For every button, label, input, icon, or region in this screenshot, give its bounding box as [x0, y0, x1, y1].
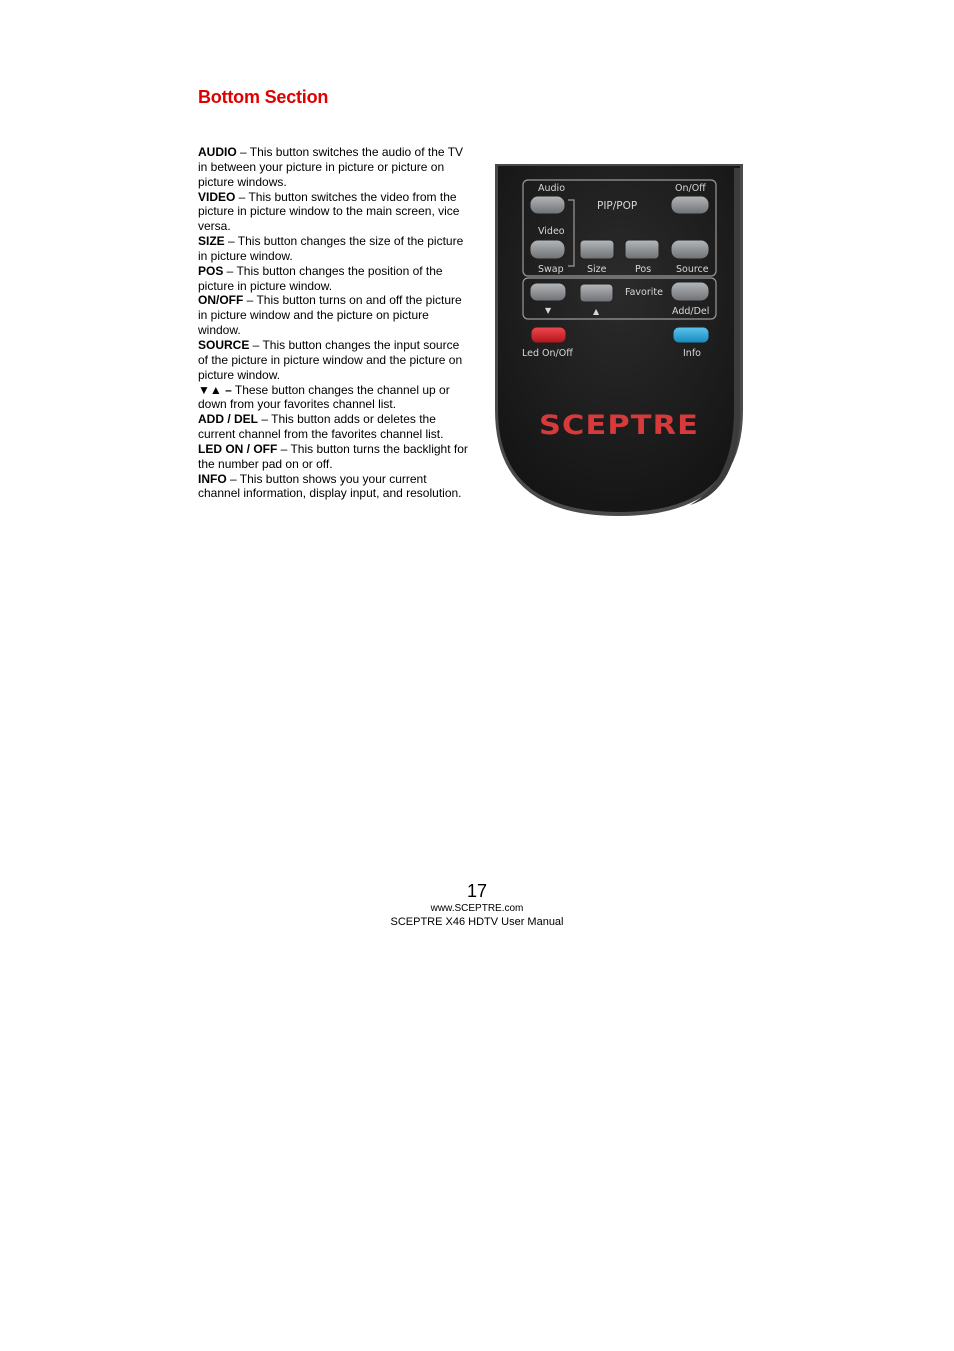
label-size: Size: [587, 264, 607, 275]
section-heading: Bottom Section: [198, 87, 329, 107]
button-descriptions: [198, 145, 468, 501]
desc-source: SOURCE – This button changes the input source of the picture in picture window and the picture on picture window.: [198, 337, 463, 382]
desc-on-off: ON/OFF – This button turns on and off the picture in picture window and the picture on picture window.: [198, 293, 462, 338]
label-audio: Audio: [538, 183, 566, 194]
label-up: ▲: [593, 307, 600, 316]
label-video: Video: [538, 226, 565, 237]
label-add-del: Add/Del: [672, 306, 710, 317]
audio-button: [530, 196, 565, 214]
size-button: [580, 240, 614, 259]
label-down: ▼: [545, 306, 552, 315]
desc-channel-arrows: ▼▲ – These button changes the channel up or down from your favorites channel list.: [198, 382, 450, 412]
add-del-button: [671, 282, 709, 301]
label-pos: Pos: [635, 264, 652, 275]
label-on-off: On/Off: [675, 183, 706, 194]
desc-video: VIDEO – This button switches the video from the picture in picture window to the main screen, vice versa.: [198, 189, 460, 234]
desc-led-on-off: LED ON / OFF – This button turns the backlight for the number pad on or off.: [198, 441, 468, 471]
page-number: 17: [466, 881, 488, 901]
channel-down-button: [530, 283, 566, 301]
label-led-on-off: Led On/Off: [522, 348, 573, 359]
desc-add-del: ADD / DEL – This button adds or deletes the current channel from the favorites channel list.: [198, 412, 444, 442]
label-favorite: Favorite: [625, 287, 663, 298]
pos-button: [625, 240, 659, 259]
channel-up-button: [580, 284, 613, 302]
label-pip-pop: PIP/POP: [597, 200, 638, 212]
on-off-button: [671, 196, 709, 214]
video-swap-button: [530, 240, 565, 259]
desc-info: INFO – This button shows you your current channel information, display input, and resolution.: [198, 471, 462, 501]
sceptre-logo: SCEPTRE: [539, 410, 699, 441]
desc-pos: POS – This button changes the position of the picture in picture window.: [198, 263, 443, 293]
led-on-off-button: [531, 327, 566, 343]
label-info: Info: [683, 348, 701, 359]
desc-audio: AUDIO – This button switches the audio of the TV in between your picture in picture or picture on picture windows.: [198, 145, 464, 189]
label-swap: Swap: [538, 264, 564, 275]
desc-size: SIZE – This button changes the size of the picture in picture window.: [198, 234, 464, 263]
label-source: Source: [676, 264, 709, 275]
website-link[interactable]: www.SCEPTRE.com: [430, 903, 524, 914]
manual-title: SCEPTRE X46 HDTV User Manual: [390, 916, 564, 928]
remote-control-image: [490, 160, 750, 522]
info-button: [673, 327, 709, 343]
source-button: [671, 240, 709, 259]
